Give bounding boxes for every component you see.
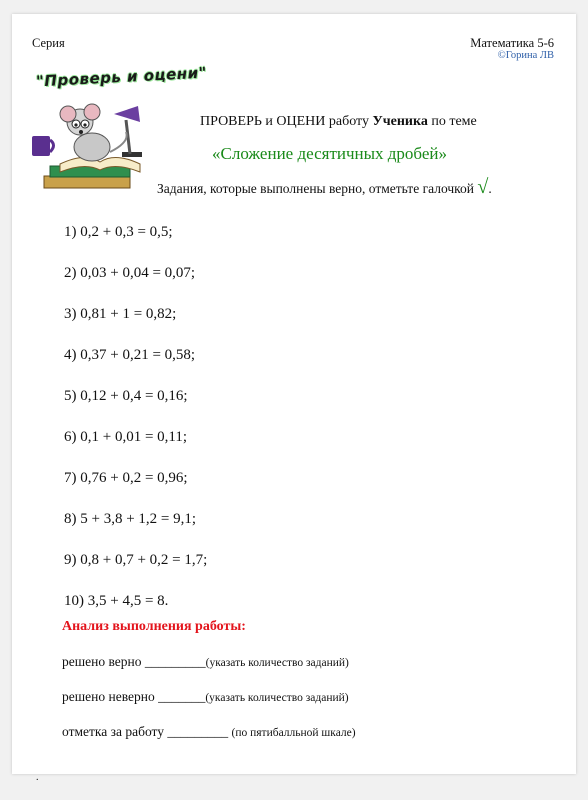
correct-count-hint: (указать количество заданий) [205,657,349,669]
grade-hint: (по пятибалльной шкале) [231,727,356,739]
task-item: 7) 0,76 + 0,2 = 0,96; [64,470,188,486]
series-label: Серия [32,36,65,50]
task-item: 6) 0,1 + 0,01 = 0,11; [64,429,188,445]
instruction-body: Задания, которые выполнены верно, отметьте галочкой [157,181,478,196]
intro-suffix: по теме [427,114,477,129]
task-item: 4) 0,37 + 0,21 = 0,58; [64,347,196,363]
logo-title: "Проверь и оцени" [35,63,208,91]
task-item: 2) 0,03 + 0,04 = 0,07; [64,265,196,281]
wrong-count-label: решено неверно _______ [62,689,206,704]
task-item: 3) 0,81 + 1 = 0,82; [64,306,177,322]
task-item: 10) 3,5 + 4,5 = 8. [64,593,169,609]
author-label: ©Горина ЛВ [497,50,554,61]
instruction-end: . [488,181,492,196]
task-item: 1) 0,2 + 0,3 = 0,5; [64,224,173,240]
task-item: 9) 0,8 + 0,7 + 0,2 = 1,7; [64,552,208,568]
task-item: 5) 0,12 + 0,4 = 0,16; [64,388,188,404]
checkmark-icon: √ [477,176,489,198]
subject-label: Математика 5-6 [470,36,554,50]
grade-row [62,724,356,740]
topic-title: «Сложение десятичных дробей» [212,144,448,163]
grade-label: отметка за работу _________ [62,724,232,739]
intro-bold: Ученика [372,114,428,129]
intro-text [200,114,477,130]
footer-mark: . [36,772,39,783]
analysis-title: Анализ выполнения работы: [62,619,246,634]
wrong-count-row [62,689,349,705]
intro-prefix: ПРОВЕРЬ и ОЦЕНИ работу [200,114,373,129]
correct-count-label: решено верно _________ [62,654,206,669]
task-list [64,224,207,634]
task-item: 8) 5 + 3,8 + 1,2 = 9,1; [64,511,197,527]
mouse-reading-illustration [30,92,160,202]
wrong-count-hint: (указать количество заданий) [205,692,349,704]
correct-count-row [62,654,349,670]
instruction-text [157,176,492,199]
worksheet-page [12,14,576,783]
